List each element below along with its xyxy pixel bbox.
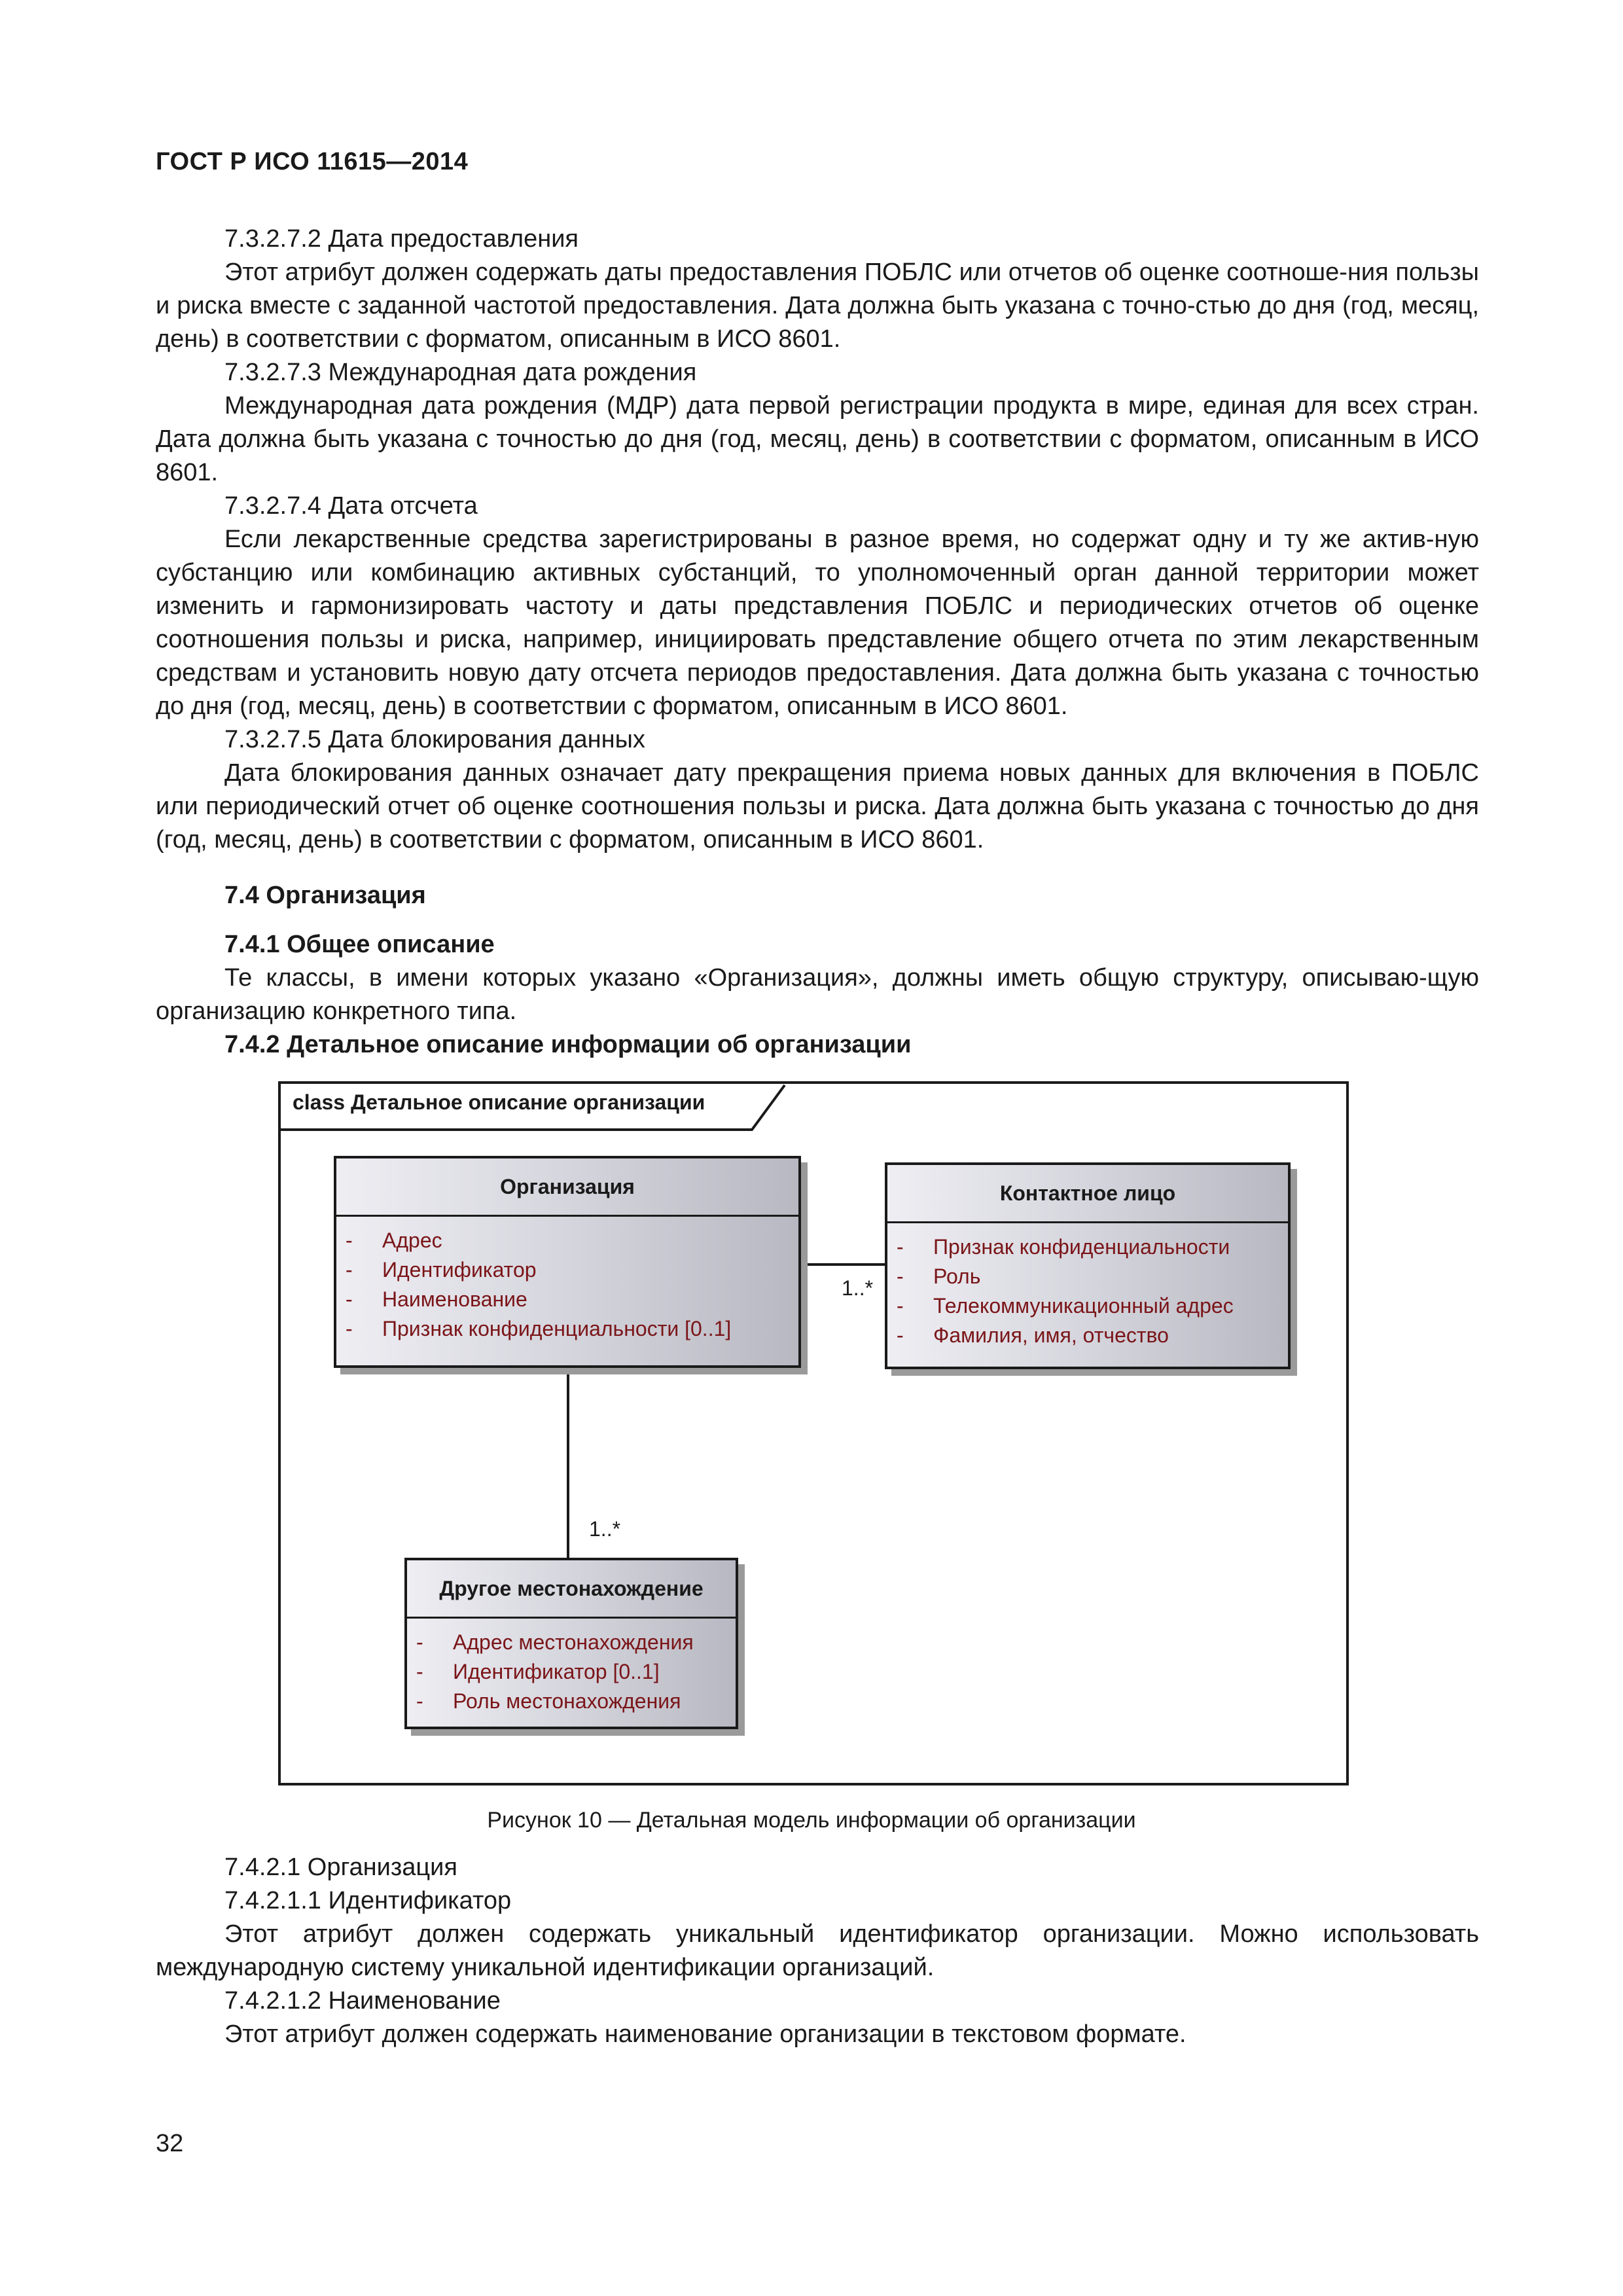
class-attributes-contact-person (887, 1223, 1288, 1350)
attribute-row: - Идентификатор (346, 1258, 537, 1282)
class-attributes-organization (336, 1217, 798, 1344)
paragraph-73275: Дата блокирования данных означает дату прекращения приема новых данных для включения в ПОБЛС или периодический отчет об оценке соотношения пользы и риска. Дата должна быть указана с точностью до дня (год, месяц, день) в соответствии с форматом, описанным в ИСО 8601. (156, 759, 1479, 853)
attribute-row: - Наименование (346, 1287, 527, 1311)
multiplicity-location: 1..* (589, 1517, 621, 1541)
paragraph-7-4-1: Те классы, в имени которых указано «Организация», должны иметь общую структуру, описываю-щую организацию конкретного типа. (156, 964, 1479, 1025)
heading-7-4-1: 7.4.1 Общее описание (224, 931, 495, 958)
section-number-74211: 7.4.2.1.1 Идентификатор (224, 1887, 512, 1914)
attribute-row: - Фамилия, имя, отчество (897, 1323, 1169, 1347)
class-name-other-location: Другое местонахождение (407, 1560, 736, 1619)
attribute-row: - Роль (897, 1265, 981, 1288)
class-name-organization: Организация (336, 1158, 798, 1217)
text-block-upper (156, 223, 1479, 1062)
section-number-7421: 7.4.2.1 Организация (224, 1854, 457, 1881)
class-attributes-other-location (407, 1619, 736, 1716)
section-number-73272: 7.3.2.7.2 Дата предоставления (224, 225, 579, 253)
multiplicity-contact: 1..* (842, 1276, 874, 1300)
page-number: 32 (156, 2130, 184, 2157)
attribute-row: - Адрес местонахождения (416, 1630, 694, 1654)
attribute-row: - Роль местонахождения (416, 1689, 681, 1713)
paragraph-73274: Если лекарственные средства зарегистрированы в разное время, но содержат одну и ту же актив-ную субстанцию или комбинацию активных субстанций, то уполномоченный орган данной территории может изменить и гармонизировать частоту и даты представления ПОБЛС и периодических отчетов об оценке соотношения пользы и риска, например, инициировать представление общего отчета по этим лекарственным средствам и установить новую дату отсчета периодов предоставления. Дата должна быть указана с точностью до дня (год, месяц, день) в соответствии с форматом, описанным в ИСО 8601. (156, 526, 1479, 720)
paragraph-74211: Этот атрибут должен содержать уникальный идентификатор организации. Можно использовать международную систему уникальной идентификации организаций. (156, 1920, 1479, 1981)
attribute-row: - Идентификатор [0..1] (416, 1660, 660, 1683)
attribute-row: - Признак конфиденциальности [0..1] (346, 1317, 732, 1340)
section-number-73275: 7.3.2.7.5 Дата блокирования данных (224, 726, 645, 753)
class-name-contact-person: Контактное лицо (887, 1165, 1288, 1223)
attribute-row: - Признак конфиденциальности (897, 1235, 1230, 1259)
section-number-74212: 7.4.2.1.2 Наименование (224, 1987, 501, 2015)
document-header: ГОСТ Р ИСО 11615—2014 (156, 148, 469, 175)
section-number-73273: 7.3.2.7.3 Международная дата рождения (224, 359, 697, 386)
uml-class-organization (334, 1156, 801, 1368)
heading-7-4-2: 7.4.2 Детальное описание информации об организации (224, 1031, 912, 1058)
paragraph-73272: Этот атрибут должен содержать даты предоставления ПОБЛС или отчетов об оценке соотноше-ния пользы и риска вместе с заданной частотой предоставления. Дата должна быть указана с точно-стью до дня (год, месяц, день) в соответствии с форматом, описанным в ИСО 8601. (156, 259, 1479, 353)
diagram-frame-title: class Детальное описание организации (293, 1090, 705, 1114)
text-block-lower (156, 1851, 1479, 2051)
uml-class-contact-person (885, 1162, 1291, 1369)
figure-caption: Рисунок 10 — Детальная модель информации об организации (487, 1808, 1136, 1833)
uml-class-other-location (404, 1558, 738, 1729)
paragraph-74212: Этот атрибут должен содержать наименование организации в текстовом формате. (224, 2020, 1186, 2048)
paragraph-73273: Международная дата рождения (МДР) дата первой регистрации продукта в мире, единая для всех стран. Дата должна быть указана с точностью до дня (год, месяц, день) в соответствии с форматом, описанным в ИСО 8601. (156, 392, 1479, 486)
heading-7-4: 7.4 Организация (224, 882, 426, 909)
attribute-row: - Телекоммуникационный адрес (897, 1294, 1234, 1318)
attribute-row: - Адрес (346, 1229, 442, 1252)
section-number-73274: 7.3.2.7.4 Дата отсчета (224, 492, 478, 520)
